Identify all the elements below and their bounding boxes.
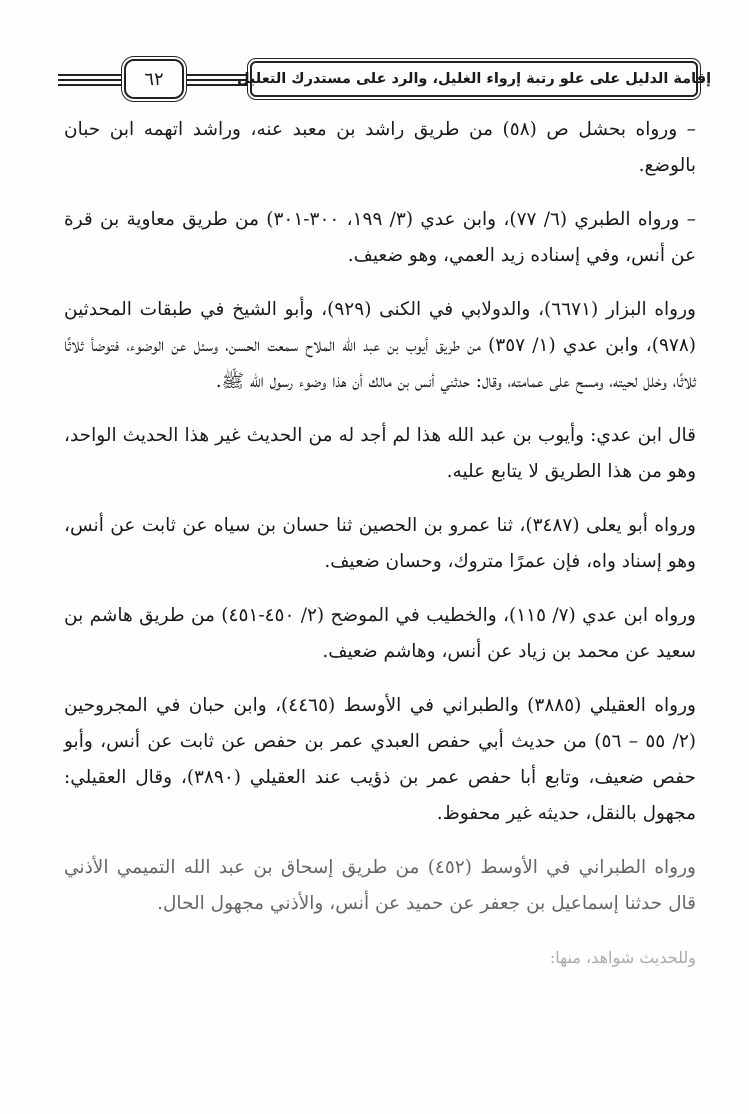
page-body — [64, 112, 696, 994]
page-number: ٦٢ — [124, 59, 184, 99]
running-title: إقامة الدليل على علو رتبة إرواء الغليل، والرد على مستدرك التعليل — [250, 61, 698, 97]
paragraph-1: – ورواه بحشل ص (٥٨) من طريق راشد بن معبد عنه، وراشد اتهمه ابن حبان بالوضع. — [64, 119, 696, 176]
paragraph-9: وللحديث شواهد، منها: — [549, 948, 696, 967]
paragraph-2: – ورواه الطبري (٦/ ٧٧)، وابن عدي (٣/ ١٩٩، ٣٠٠-٣٠١) من طريق معاوية بن قرة عن أنس، وفي إسناده زيد العمي، وهو ضعيف. — [64, 209, 696, 266]
paragraph-6: ورواه ابن عدي (٧/ ١١٥)، والخطيب في الموضح (٢/ ٤٥٠-٤٥١) من طريق هاشم بن سعيد عن محمد بن زياد عن أنس، وهاشم ضعيف. — [64, 605, 696, 662]
page-header — [58, 55, 712, 103]
paragraph-4: قال ابن عدي: وأيوب بن عبد الله هذا لم أجد له من الحديث غير هذا الحديث الواحد، وهو من هذا الطريق لا يتابع عليه. — [64, 425, 696, 482]
paragraph-7: ورواه العقيلي (٣٨٨٥) والطبراني في الأوسط (٤٤٦٥)، وابن حبان في المجروحين (٢/ ٥٥ – ٥٦) من حديث أبي حفص العبدي عمر بن حفص عن ثابت عن أنس، وأبو حفص ضعيف، وتابع أبا حفص عمر بن ذؤيب عند العقيلي (٣٨٩٠)، وقال العقيلي: مجهول بالنقل، حديثه غير محفوظ. — [64, 695, 696, 824]
paragraph-5: ورواه أبو يعلى (٣٤٨٧)، ثنا عمرو بن الحصين ثنا حسان بن سياه عن ثابت عن أنس، وهو إسناد واه، فإن عمرًا متروك، وحسان ضعيف. — [64, 515, 696, 572]
paragraph-8: ورواه الطبراني في الأوسط (٤٥٢) من طريق إسحاق بن عبد الله التميمي الأذني قال حدثنا إسماعيل بن جعفر عن حميد عن أنس، والأذني مجهول الحال. — [64, 857, 696, 914]
paragraph-3: ورواه البزار (٦٦٧١)، والدولابي في الكنى (٩٢٩)، وأبو الشيخ في طبقات المحدثين (٩٧٨)، وابن عدي (١/ ٣٥٧) من طريق أيوب بن عبد الله الملاح سمعت الحسن، وسئل عن الوضوء، فتوضأ ثلاثًا ثلاثًا، وخلل لحيته، ومسح على عمامته، وقال: حدثني أنس بن مالك أن هذا وضوء رسول الله ﷺ. — [64, 299, 696, 392]
